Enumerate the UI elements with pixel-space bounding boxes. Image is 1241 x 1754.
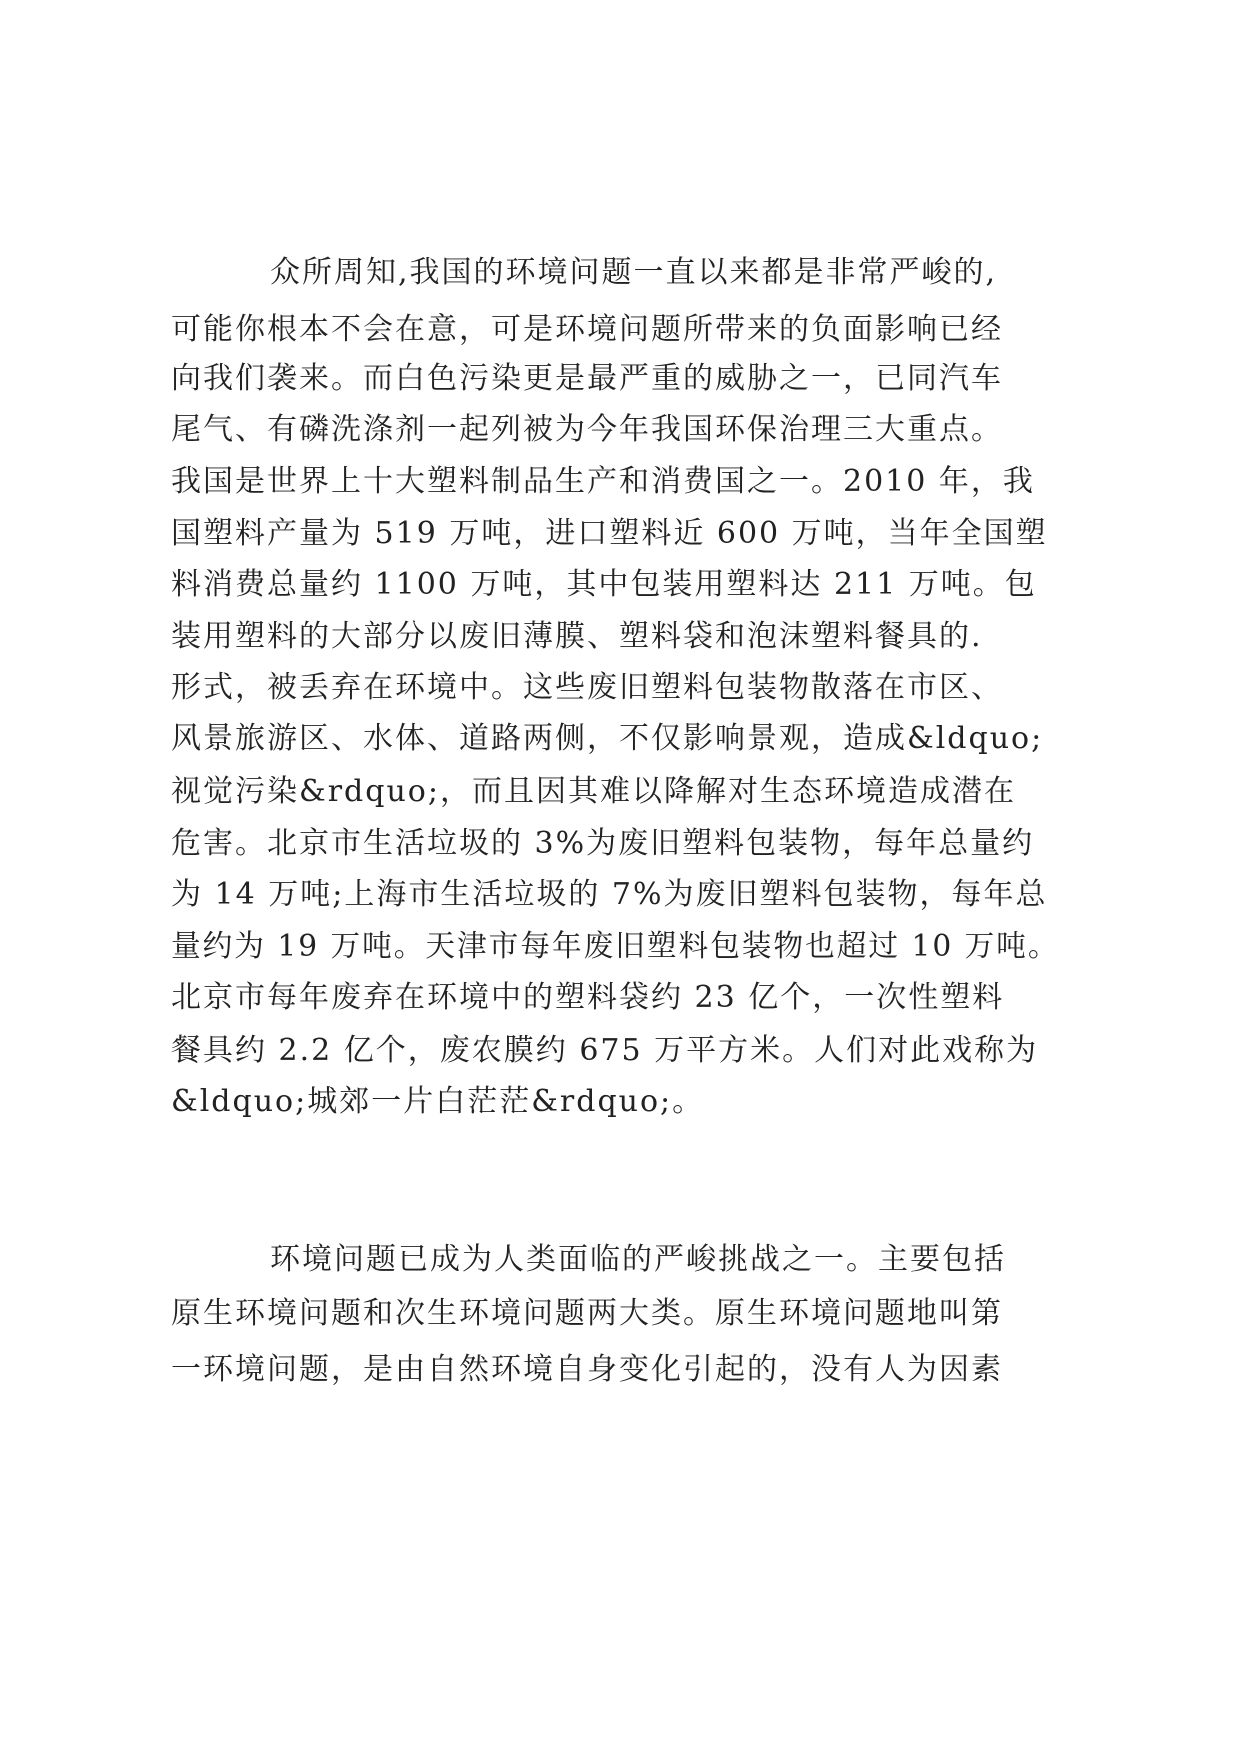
text-line: 众所周知,我国的环境问题一直以来都是非常严峻的, [270,255,998,290]
text-line: 危害。北京市生活垃圾的 3%为废旧塑料包装物，每年总量约 [171,826,1035,861]
text-line: 风景旅游区、水体、道路两侧，不仅影响景观，造成&ldquo; [171,721,1044,756]
text-line: 为 14 万吨;上海市生活垃圾的 7%为废旧塑料包装物，每年总 [171,877,1048,912]
text-line: 视觉污染&rdquo;，而且因其难以降解对生态环境造成潜在 [171,774,1016,809]
text-line: 国塑料产量为 519 万吨，进口塑料近 600 万吨，当年全国塑 [171,516,1048,551]
text-line: 尾气、有磷洗涤剂一起列被为今年我国环保治理三大重点。 [171,412,1003,447]
text-line: 向我们袭来。而白色污染更是最严重的威胁之一，已同汽车 [171,361,1003,396]
text-line: &ldquo;城郊一片白茫茫&rdquo;。 [171,1084,705,1119]
text-line: 原生环境问题和次生环境问题两大类。原生环境问题地叫第 [171,1296,1003,1331]
text-line: 环境问题已成为人类面临的严峻挑战之一。主要包括 [270,1242,1006,1277]
text-line: 量约为 19 万吨。天津市每年废旧塑料包装物也超过 10 万吨。 [171,929,1060,964]
text-line: 料消费总量约 1100 万吨，其中包装用塑料达 211 万吨。包 [171,567,1037,602]
text-line: 我国是世界上十大塑料制品生产和消费国之一。2010 年，我 [171,464,1035,499]
text-line: 餐具约 2.2 亿个，废农膜约 675 万平方米。人们对此戏称为 [171,1033,1039,1068]
text-line: 北京市每年废弃在环境中的塑料袋约 23 亿个，一次性塑料 [171,980,1005,1015]
text-line: 形式，被丢弃在环境中。这些废旧塑料包装物散落在市区、 [171,670,1003,705]
text-line: 一环境问题，是由自然环境自身变化引起的，没有人为因素 [171,1352,1003,1387]
text-line: 可能你根本不会在意，可是环境问题所带来的负面影响已经 [171,312,1003,347]
text-line: 装用塑料的大部分以废旧薄膜、塑料袋和泡沫塑料餐具的. [171,619,983,654]
